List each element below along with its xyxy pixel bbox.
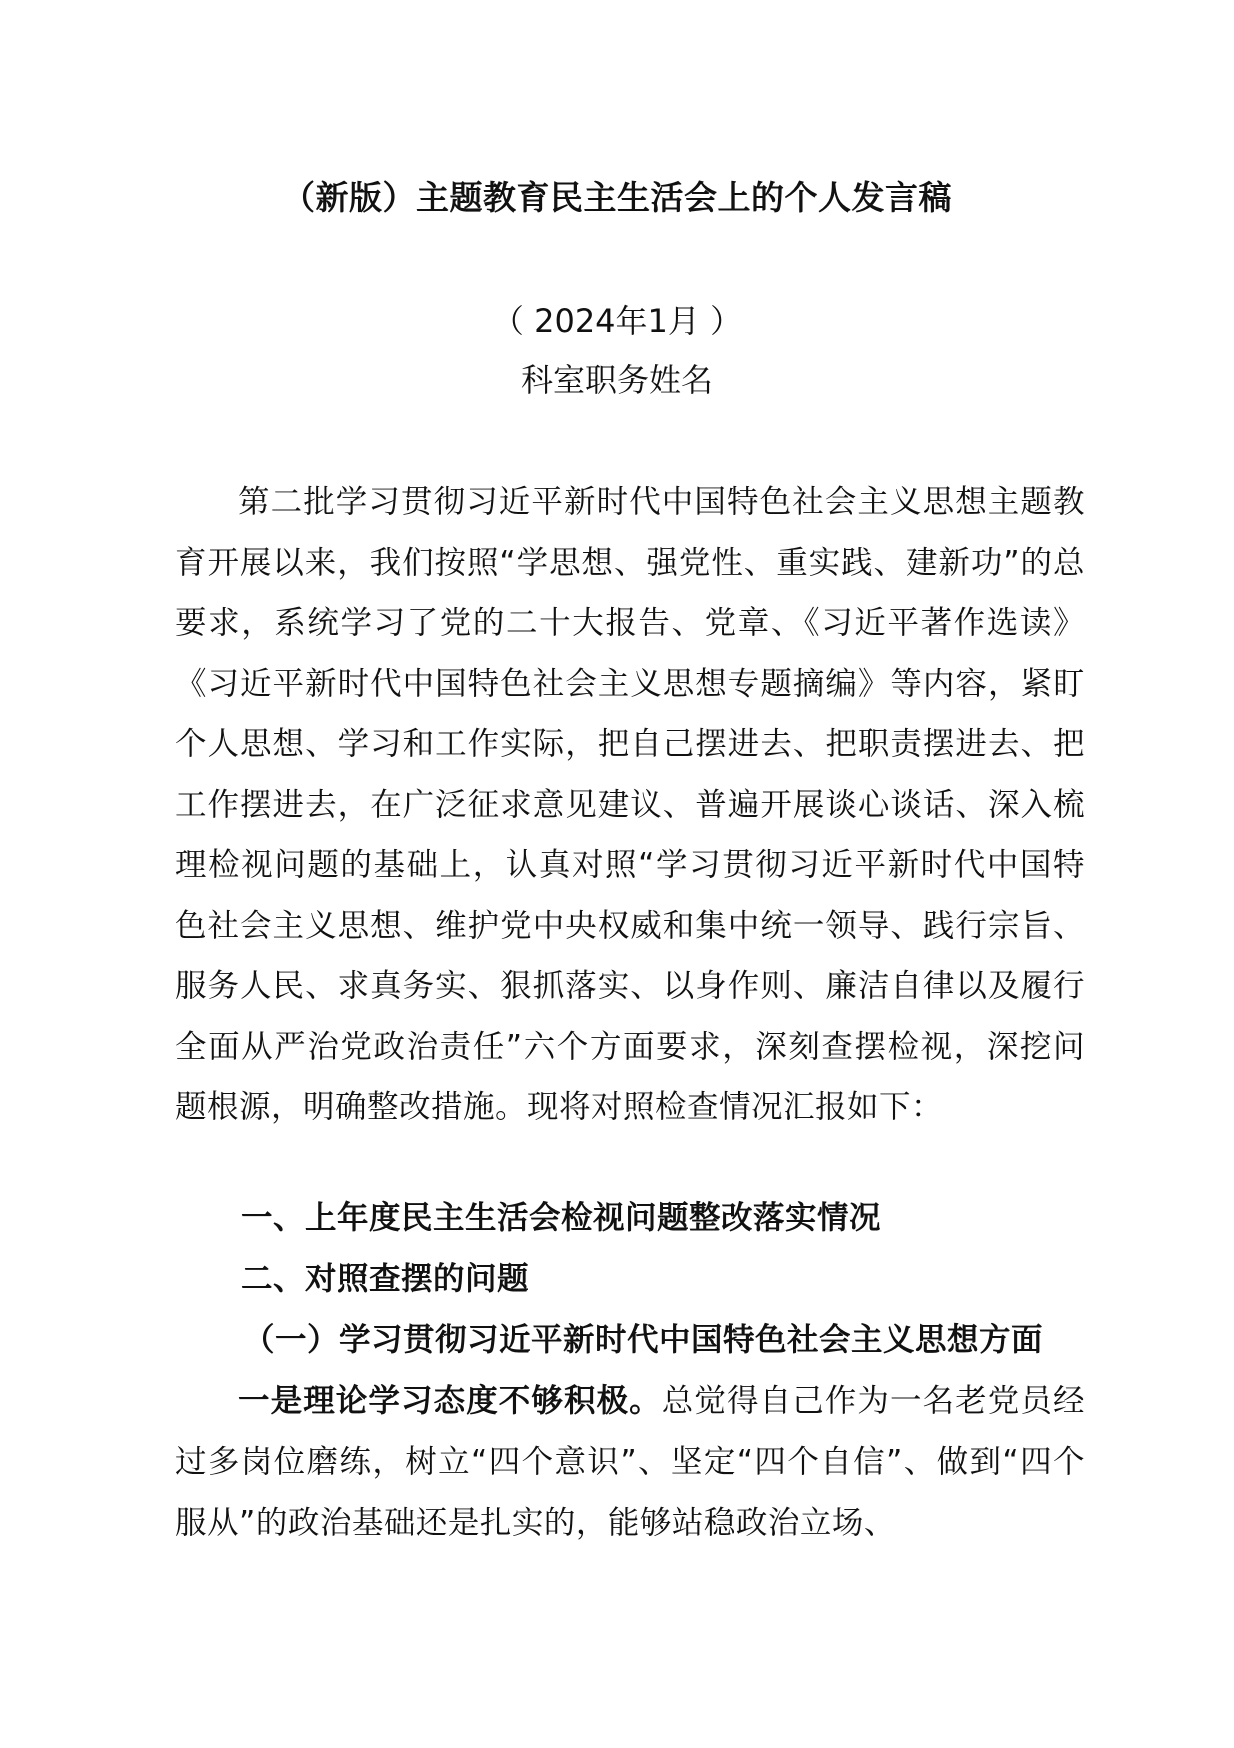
section-heading-2: 二、对照查摆的问题	[241, 1261, 530, 1297]
problem-text: 总觉得自己作为一名老党员经过多岗位磨练，树立“四个意识”、坚定“四个自信”、做到“四个服从”的政治基础还是扎实的，能够站稳政治立场、	[175, 1383, 1085, 1541]
document-title: （新版）主题教育民主生活会上的个人发言稿	[282, 178, 952, 217]
subsection-heading-1: （一）学习贯彻习近平新时代中国特色社会主义思想方面	[243, 1322, 1044, 1358]
problem-paragraph	[175, 1371, 1085, 1554]
section-heading-1: 一、上年度民主生活会检视问题整改落实情况	[241, 1200, 882, 1236]
intro-paragraph: 第二批学习贯彻习近平新时代中国特色社会主义思想主题教育开展以来，我们按照“学思想、强党性、重实践、建新功”的总要求，系统学习了党的二十大报告、党章、《习近平著作选读》《习近平新时代中国特色社会主义思想专题摘编》等内容，紧盯个人思想、学习和工作实际，把自己摆进去、把职责摆进去、把工作摆进去，在广泛征求意见建议、普遍开展谈心谈话、深入梳理检视问题的基础上，认真对照“学习贯彻习近平新时代中国特色社会主义思想、维护党中央权威和集中统一领导、践行宗旨、服务人民、求真务实、狠抓落实、以身作则、廉洁自律以及履行全面从严治党政治责任”六个方面要求，深刻查摆检视，深挖问题根源，明确整改措施。现将对照检查情况汇报如下：	[175, 484, 1085, 1125]
problem-lead: 一是理论学习态度不够积极。	[238, 1383, 662, 1419]
document-date: （ 2024年1月 ）	[491, 302, 743, 340]
author-line: 科室职务姓名	[520, 361, 713, 399]
